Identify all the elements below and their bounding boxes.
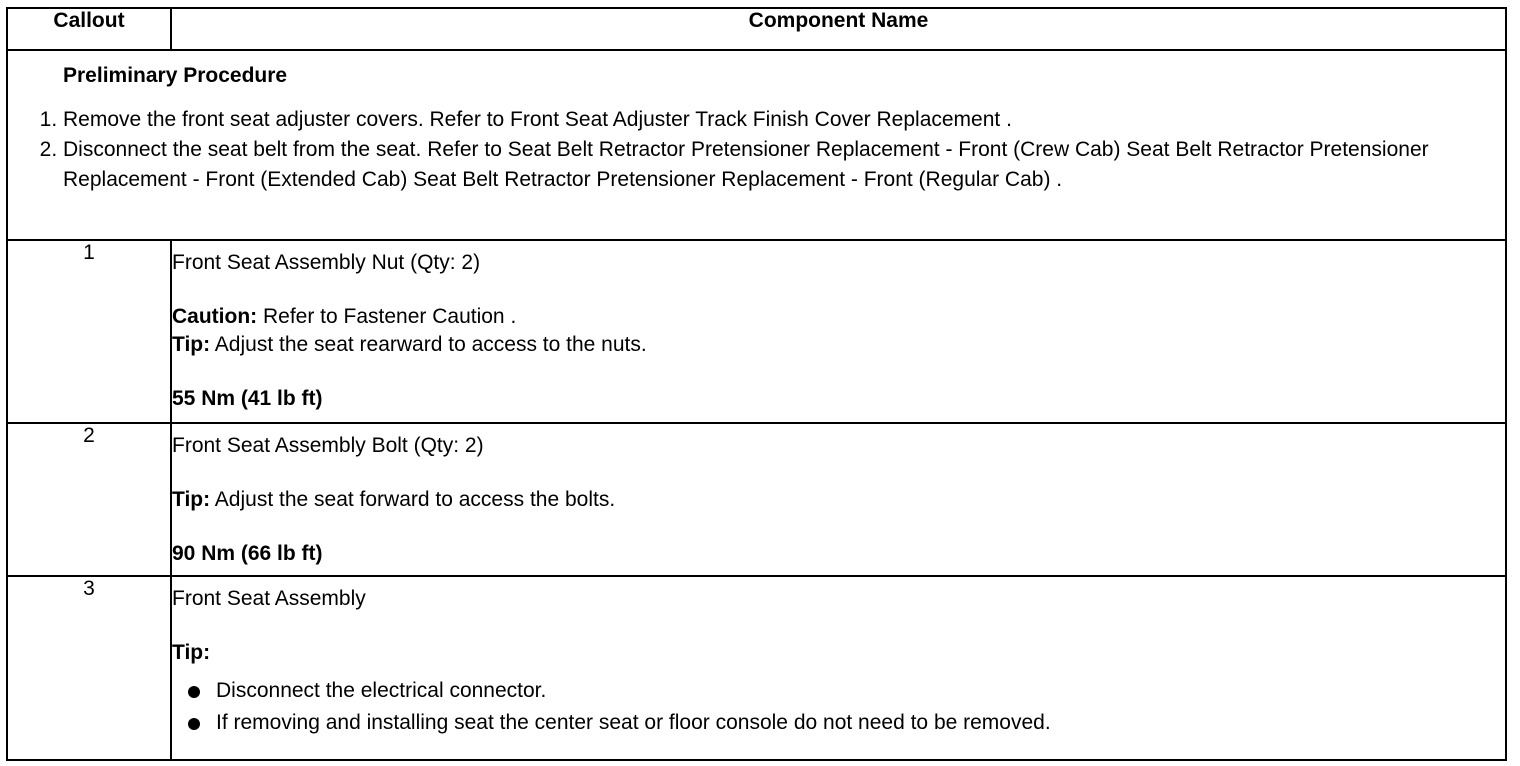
component-cell: [171, 240, 1506, 423]
header-row: [7, 8, 1506, 50]
bullet-text: If removing and installing seat the center seat or floor console do not need to be removed.: [216, 711, 1051, 734]
caution-text: Refer to Fastener Caution .: [257, 305, 517, 328]
caution-label: Caution:: [172, 305, 258, 328]
component-cell: [171, 576, 1506, 760]
table-row: [7, 423, 1506, 576]
torque-spec: 55 Nm (41 lb ft): [172, 387, 323, 410]
bullet-icon: [188, 718, 200, 730]
torque-spec: 90 Nm (66 lb ft): [172, 542, 323, 565]
preliminary-title: Preliminary Procedure: [63, 64, 288, 87]
tip-label: Tip:: [172, 333, 211, 356]
component-cell: [171, 423, 1506, 576]
callout-number: 1: [7, 240, 171, 423]
preliminary-cell: [7, 50, 1506, 240]
bullet-text: Disconnect the electrical connector.: [216, 679, 547, 702]
caution-line: [172, 303, 1505, 331]
component-name: Front Seat Assembly Nut (Qty: 2): [172, 251, 481, 274]
tip-line: [172, 331, 1505, 359]
header-component-name: Component Name: [171, 8, 1506, 50]
table-row: [7, 576, 1506, 760]
preliminary-step: 1. Remove the front seat adjuster covers. Refer to Front Seat Adjuster Track Finish Cover Replacement .: [63, 105, 1505, 135]
callout-number: 2: [7, 423, 171, 576]
callout-number: 3: [7, 576, 171, 760]
procedure-table: [6, 7, 1507, 761]
table-row: [7, 240, 1506, 423]
tip-text: Adjust the seat rearward to access to the nuts.: [210, 333, 647, 356]
component-name: Front Seat Assembly: [172, 587, 366, 610]
preliminary-step: 2. Disconnect the seat belt from the seat. Refer to Seat Belt Retractor Pretensioner Replacement - Front (Crew Cab) Seat Belt Retractor Pretensioner Replacement - Front (Extended Cab) Seat Belt Retractor Pretensioner Replacement - Front (Regular Cab) .: [63, 135, 1505, 195]
tip-label: Tip:: [172, 641, 211, 664]
tip-label: Tip:: [172, 488, 211, 511]
list-item: [172, 675, 1505, 707]
header-callout: Callout: [7, 8, 171, 50]
tip-bullets: [172, 675, 1505, 739]
tip-line: [172, 639, 1505, 667]
bullet-icon: [188, 686, 200, 698]
tip-line: [172, 486, 1505, 514]
preliminary-row: [7, 50, 1506, 240]
preliminary-steps: [8, 105, 1505, 195]
list-item: [172, 707, 1505, 739]
component-name: Front Seat Assembly Bolt (Qty: 2): [172, 434, 484, 457]
tip-text: Adjust the seat forward to access the bolts.: [210, 488, 616, 511]
